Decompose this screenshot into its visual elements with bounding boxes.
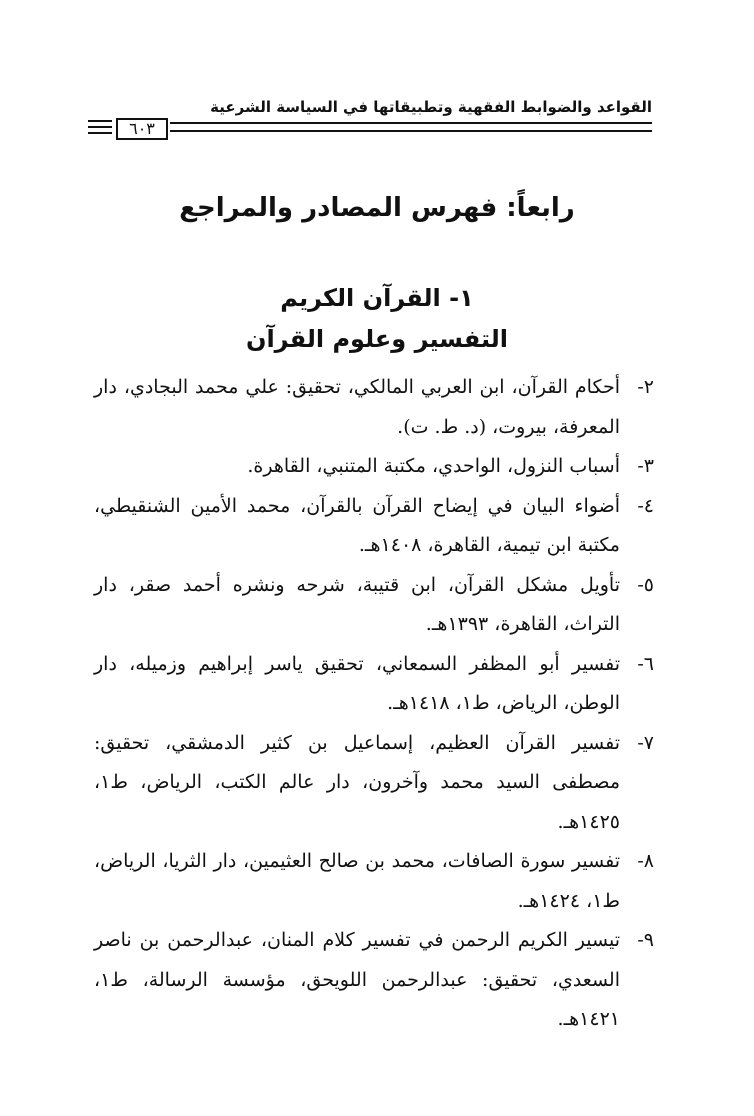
entry-number: ٣- (637, 455, 654, 477)
entry-text: تفسير سورة الصافات، محمد بن صالح العثيمين، دار الثريا، الرياض، ط١، ١٤٢٤هـ. (94, 850, 620, 912)
entry-text: أحكام القرآن، ابن العربي المالكي، تحقيق: علي محمد البجادي، دار المعرفة، بيروت، (د. ط. ت). (94, 376, 620, 438)
reference-entry (94, 724, 654, 843)
rule-segment (88, 120, 112, 122)
references-list (94, 368, 654, 1040)
entry-number: ٥- (637, 573, 654, 596)
reference-entry (94, 645, 654, 724)
header-rule (88, 116, 652, 140)
rule-segment (88, 126, 112, 128)
reference-entry (94, 368, 654, 447)
entry-text: تأويل مشكل القرآن، ابن قتيبة، شرحه ونشره أحمد صقر، دار التراث، القاهرة، ١٣٩٣هـ. (94, 573, 620, 635)
entry-text: تفسير القرآن العظيم، إسماعيل بن كثير الدمشقي، تحقيق: مصطفى السيد محمد وآخرون، دار عالم الكتب، الرياض، ط١، ١٤٢٥هـ. (94, 731, 620, 833)
entry-number: ٤- (637, 494, 654, 517)
rule-segment (170, 130, 652, 132)
reference-entry (94, 487, 654, 566)
entry-text: تفسير أبو المظفر السمعاني، تحقيق ياسر إبراهيم وزميله، دار الوطن، الرياض، ط١، ١٤١٨هـ. (94, 652, 620, 714)
entry-number: ٧- (637, 731, 654, 754)
section-title: رابعاً: فهرس المصادر والمراجع (179, 193, 575, 223)
reference-entry (94, 447, 654, 487)
reference-entry (94, 842, 654, 921)
reference-entry (94, 566, 654, 645)
entry-number: ٦- (637, 652, 654, 675)
entry-number: ٨- (637, 850, 654, 872)
entry-number: ٩- (637, 929, 654, 951)
running-title: القواعد والضوابط الفقهية وتطبيقاتها في السياسة الشرعية (210, 98, 652, 116)
entry-text: أضواء البيان في إيضاح القرآن بالقرآن، محمد الأمين الشنقيطي، مكتبة ابن تيمية، القاهرة، ١٤٠٨هـ. (94, 494, 620, 556)
subheading-tafsir: التفسير وعلوم القرآن (245, 325, 509, 353)
page-number-text: ٦٠٣ (129, 119, 155, 138)
reference-entry (94, 921, 654, 1040)
entry-text: تيسير الكريم الرحمن في تفسير كلام المنان، عبدالرحمن بن ناصر السعدي، تحقيق: عبدالرحمن اللويحق، مؤسسة الرسالة، ط١، ١٤٢١هـ. (94, 929, 620, 1030)
page-number (116, 118, 168, 140)
entry-text: أسباب النزول، الواحدي، مكتبة المتنبي، القاهرة. (247, 455, 620, 477)
rule-segment (170, 122, 652, 124)
rule-segment (88, 132, 112, 134)
entry-number: ٢- (637, 376, 654, 398)
subheading-quran: ١- القرآن الكريم (280, 284, 474, 312)
